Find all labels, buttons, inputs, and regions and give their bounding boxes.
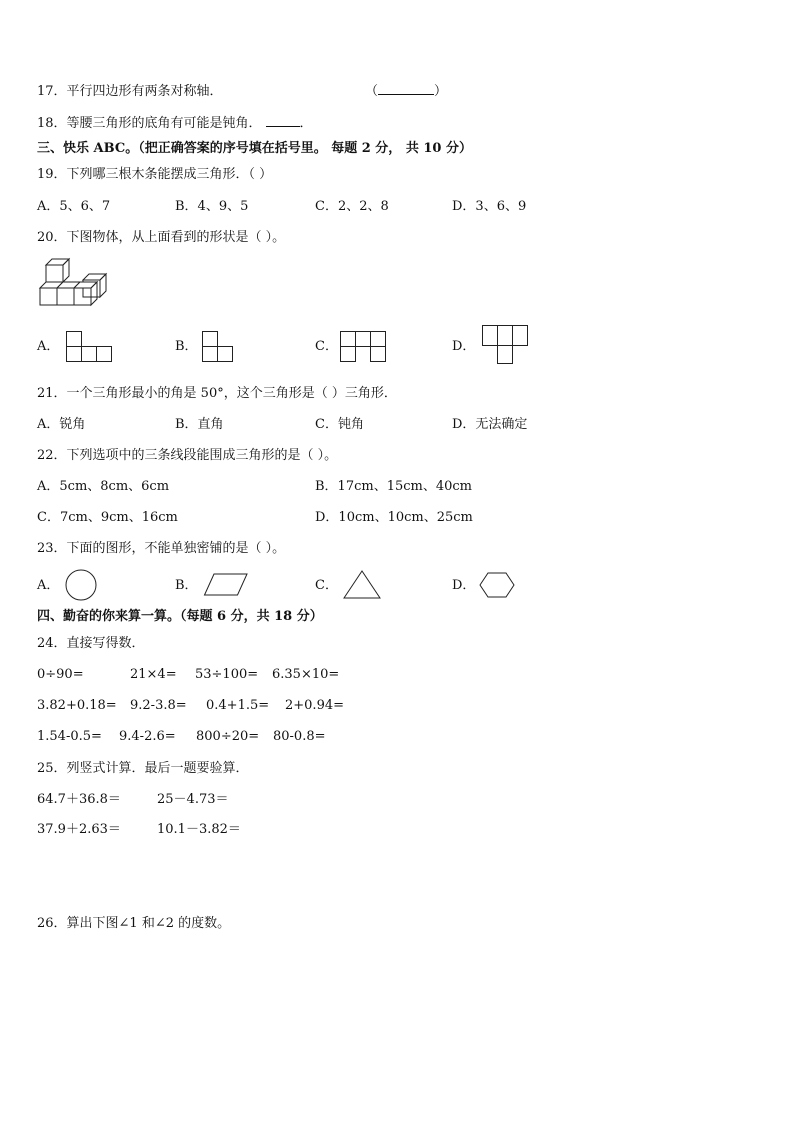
option-22-b[interactable]: B．17cm、15cm、40cm [315, 479, 473, 494]
option-19-a[interactable]: A．5、6、7 [37, 199, 111, 214]
option-23-d-label[interactable]: D． [452, 578, 476, 593]
question-26-text: 26．算出下图∠1 和∠2 的度数。 [37, 916, 231, 931]
option-23-b-label[interactable]: B． [175, 578, 198, 593]
calc-item: 6.35×10= [272, 667, 340, 682]
section-4-title: 四、勤奋的你来算一算。（每题 6 分，共 18 分） [37, 609, 323, 624]
question-20-text: 20．下图物体，从上面看到的形状是（ ）。 [37, 230, 286, 245]
parallelogram-shape-icon[interactable] [204, 573, 248, 597]
question-17 [37, 84, 223, 100]
option-21-a[interactable]: A．锐角 [37, 417, 86, 432]
calc-item: 25－4.73＝ [157, 792, 229, 807]
calc-item: 37.9＋2.63＝ [37, 822, 121, 837]
top-view-a-icon[interactable] [66, 331, 114, 363]
question-18-text: 18．等腰三角形的底角有可能是钝角． [37, 116, 262, 131]
calc-item: 9.2-3.8= [130, 698, 187, 713]
option-21-b[interactable]: B．直角 [175, 417, 224, 432]
calc-item: 53÷100= [195, 667, 259, 682]
option-22-a[interactable]: A．5cm、8cm、6cm [37, 479, 170, 494]
question-19-text: 19．下列哪三根木条能摆成三角形．（ ） [37, 167, 273, 182]
calc-item: 10.1－3.82＝ [157, 822, 241, 837]
option-21-c[interactable]: C．钝角 [315, 417, 364, 432]
question-25-text: 25．列竖式计算．最后一题要验算． [37, 761, 249, 776]
answer-blank-17[interactable] [378, 94, 434, 95]
option-20-b-label[interactable]: B． [175, 339, 198, 354]
option-19-d[interactable]: D．3、6、9 [452, 199, 527, 214]
answer-blank-18[interactable] [266, 126, 300, 127]
cube-stack-figure [38, 258, 110, 310]
question-21-text: 21．一个三角形最小的角是 50°，这个三角形是（ ）三角形． [37, 386, 397, 401]
option-22-d[interactable]: D．10cm、10cm、25cm [315, 510, 473, 525]
option-22-c[interactable]: C．7cm、9cm、16cm [37, 510, 178, 525]
question-22-text: 22．下列选项中的三条线段能围成三角形的是（ ）。 [37, 448, 338, 463]
option-23-c-label[interactable]: C． [315, 578, 338, 593]
question-18: 18．等腰三角形的底角有可能是钝角． ． [37, 116, 313, 131]
top-view-c-icon[interactable] [340, 331, 390, 363]
option-20-c-label[interactable]: C． [315, 339, 338, 354]
top-view-b-icon[interactable] [202, 331, 236, 363]
calc-item: 1.54-0.5= [37, 729, 102, 744]
top-view-d-icon[interactable] [482, 325, 532, 367]
question-23-text: 23．下面的图形，不能单独密铺的是（ ）。 [37, 541, 286, 556]
option-20-d-label[interactable]: D． [452, 339, 476, 354]
calc-item: 9.4-2.6= [119, 729, 176, 744]
question-17-text: 17．平行四边形有两条对称轴． [37, 84, 223, 99]
option-23-a-label[interactable]: A． [37, 578, 60, 593]
option-21-d[interactable]: D．无法确定 [452, 417, 528, 432]
triangle-shape-icon[interactable] [343, 570, 383, 600]
option-20-a-label[interactable]: A． [37, 339, 60, 354]
option-19-b[interactable]: B．4、9、5 [175, 199, 249, 214]
question-24-text: 24．直接写得数． [37, 636, 145, 651]
circle-shape-icon[interactable] [65, 569, 99, 603]
calc-item: 800÷20= [196, 729, 260, 744]
section-3-title: 三、快乐 ABC。（把正确答案的序号填在括号里。 每题 2 分， 共 10 分） [37, 141, 472, 156]
calc-item: 0.4+1.5= [206, 698, 270, 713]
answer-bracket-17: （ ） [365, 84, 448, 99]
calc-item: 80-0.8= [273, 729, 326, 744]
hexagon-shape-icon[interactable] [479, 572, 517, 600]
calc-item: 2+0.94= [285, 698, 345, 713]
calc-item: 3.82+0.18= [37, 698, 117, 713]
calc-item: 0÷90= [37, 667, 84, 682]
calc-item: 64.7＋36.8＝ [37, 792, 121, 807]
option-19-c[interactable]: C．2、2、8 [315, 199, 389, 214]
calc-item: 21×4= [130, 667, 177, 682]
